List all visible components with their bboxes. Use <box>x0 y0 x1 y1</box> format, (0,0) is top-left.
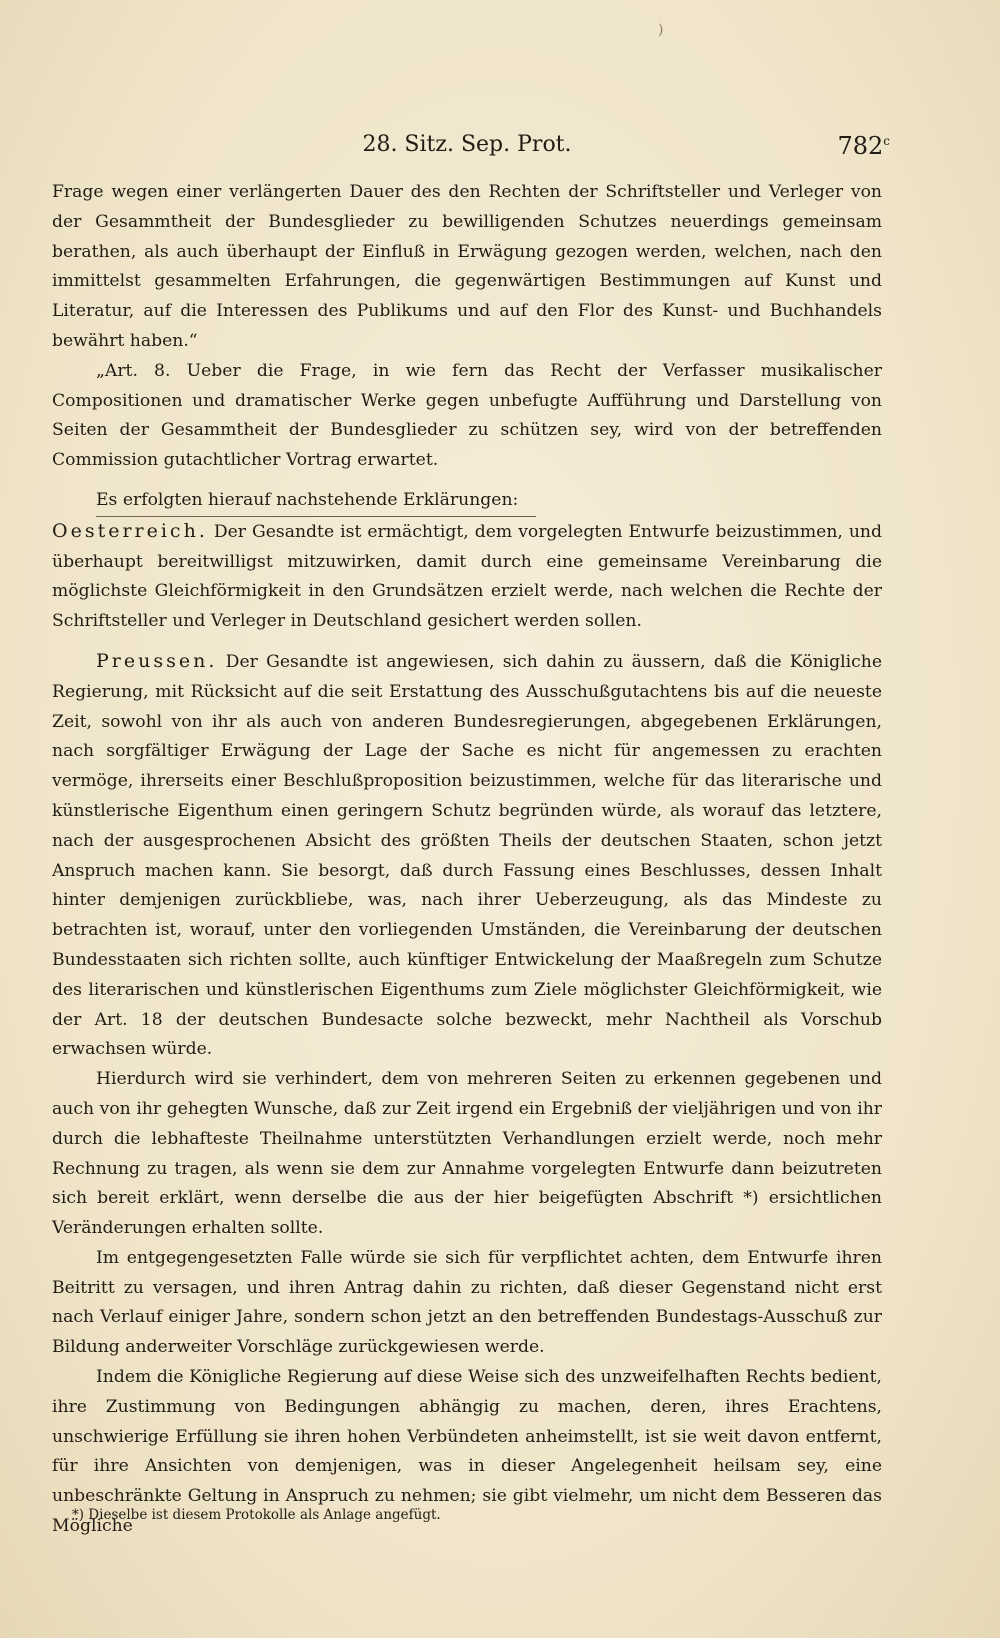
paragraph-oesterreich <box>52 517 882 637</box>
preussen-text: Der Gesandte ist angewiesen, sich dahin zu äussern, daß die Königliche Regierung, mit Rücksicht auf die seit Erstattung des Ausschußgutachtens bis auf die neueste Zeit, sowohl von ihr als auch von anderen Bundesregierungen, abgegebenen Erklärungen, nach sorgfältiger Erwägung der Lage der Sache es nicht für angemessen zu erachten vermöge, ihrerseits einer Beschlußproposition beizustimmen, welche für das literarische und künstlerische Eigenthum einen geringern Schutz begründen würde, als worauf das letztere, nach der ausgesprochenen Absicht des größten Theils der deutschen Staaten, schon jetzt Anspruch machen kann. Sie besorgt, daß durch Fassung eines Beschlusses, dessen Inhalt hinter demjenigen zurückbliebe, was, nach ihrer Ueberzeugung, als das Mindeste zu betrachten ist, worauf, unter den vorliegenden Umständen, die Vereinbarung der deutschen Bundesstaaten sich richten sollte, auch künftiger Entwickelung der Maaßregeln zum Schutze des literarischen und künstlerischen Eigenthums zum Ziele möglichster Gleichförmigkeit, wie der Art. 18 der deutschen Bundesacte solche bezweckt, mehr Nachtheil als Vorschub erwachsen würde. <box>52 651 882 1060</box>
oesterreich-label: Oesterreich. <box>52 519 208 542</box>
paragraph-7: Im entgegengesetzten Falle würde sie sich für verpflichtet achten, dem Entwurfe ihren Beitritt zu versagen, und ihren Antrag dahin zu richten, daß dieser Gegenstand nicht erst nach Verlauf einiger Jahre, sondern schon jetzt an den betreffenden Bundestags-Ausschuß zur Bildung anderweiter Vorschläge zurückgewiesen werde. <box>52 1247 882 1358</box>
footnote: *) Dieselbe ist diesem Protokolle als Anlage angefügt. <box>72 1507 441 1523</box>
running-head: 28. Sitz. Sep. Prot. <box>362 132 572 157</box>
page-number-suffix: c <box>883 134 890 148</box>
oesterreich-text: Der Gesandte ist ermächtigt, dem vorgelegten Entwurfe beizustimmen, und überhaupt bereitwilligst mitzuwirken, damit durch eine gemeinsame Vereinbarung die möglichste Gleichförmigkeit in den Grundsätzen erzielt werde, nach welchen die Rechte der Schriftsteller und Verleger in Deutschland gesichert werden sollen. <box>52 521 882 632</box>
page-number-value: 782 <box>837 132 884 160</box>
preussen-label: Preussen. <box>96 649 218 672</box>
paragraph-art-8: „Art. 8. Ueber die Frage, in wie fern das Recht der Verfasser musikalischer Compositionen und dramatischer Werke gegen unbefugte Aufführung und Darstellung von Seiten der Gesammtheit der Bundesglieder zu schützen sey, wird von der betreffenden Commission gutachtlicher Vortrag erwartet. <box>52 360 882 471</box>
paragraph-8: Indem die Königliche Regierung auf diese Weise sich des unzweifelhaften Rechts bedient, ihre Zustimmung von Bedingungen abhängig zu machen, deren, ihres Erachtens, unschwierige Erfüllung sie ihren hohen Verbündeten anheimstellt, ist sie weit davon entfernt, für ihre Ansichten von demjenigen, was in dieser Angelegenheit heilsam sey, eine unbeschränkte Geltung in Anspruch zu nehmen; sie gibt vielmehr, um nicht dem Besseren das Mögliche <box>52 1367 882 1537</box>
paragraph-declarations-intro: Es erfolgten hierauf nachstehende Erklärungen: <box>96 489 519 510</box>
body-text <box>52 178 882 1542</box>
paragraph-6: Hierdurch wird sie verhindert, dem von mehreren Seiten zu erkennen gegebenen und auch von ihr gehegten Wunsche, daß zur Zeit irgend ein Ergebniß der vieljährigen und von ihr durch die lebhafteste Theilnahme unterstützten Verhandlungen erzielt werde, noch mehr Rechnung zu tragen, als wenn sie dem zur Annahme vorgelegten Entwurfe dann beizutreten sich bereit erklärt, wenn derselbe die aus der hier beigefügten Abschrift *) ersichtlichen Veränderungen erhalten sollte. <box>52 1069 882 1239</box>
paragraph-1: Frage wegen einer verlängerten Dauer des den Rechten der Schriftsteller und Verleger von der Gesammtheit der Bundesglieder zu bewilligenden Schutzes neuerdings gemeinsam berathen, als auch überhaupt der Einfluß in Erwägung gezogen werden, welchen, nach den immittelst gesammelten Erfahrungen, die gegenwärtigen Bestimmungen auf Kunst und Literatur, auf die Interessen des Publikums und auf den Flor des Kunst- und Buchhandels bewährt haben.“ <box>52 182 882 351</box>
page-number <box>837 132 890 160</box>
page-header <box>52 126 890 166</box>
paragraph-preussen <box>52 647 882 1065</box>
page-speck: ) <box>658 22 664 38</box>
